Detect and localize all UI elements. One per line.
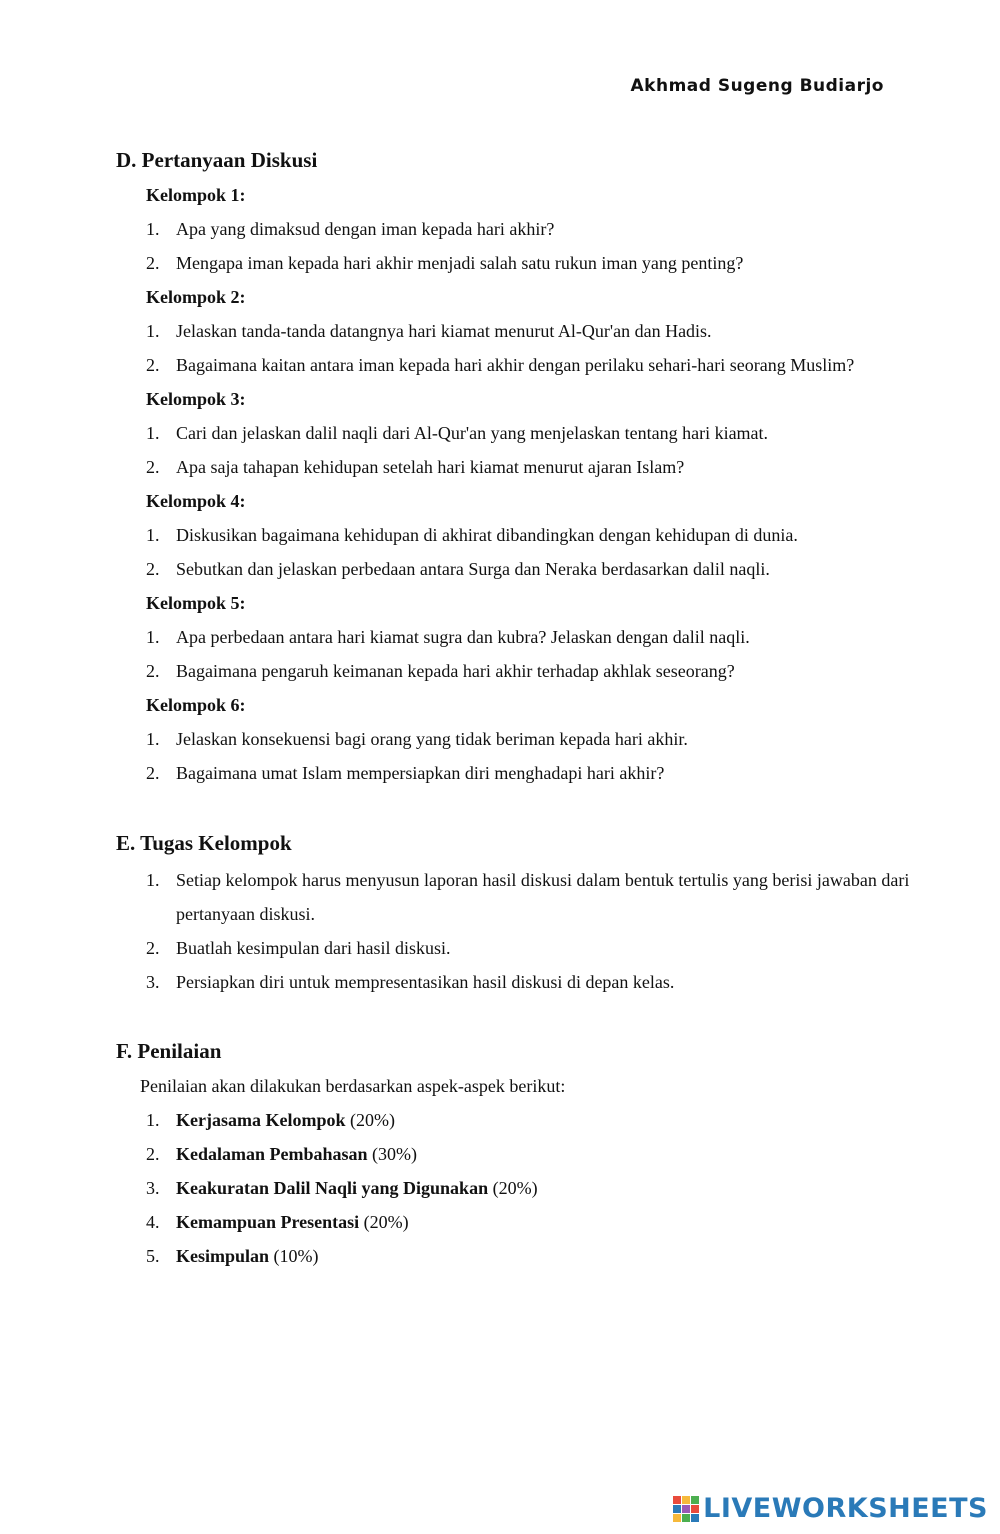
question-text: Jelaskan tanda-tanda datangnya hari kiamat menurut Al-Qur'an dan Hadis. <box>176 321 712 341</box>
question-list <box>116 620 936 688</box>
task-list <box>116 863 936 999</box>
question-number: 1. <box>146 525 160 545</box>
assessment-item-number: 5. <box>146 1246 160 1266</box>
task-item-text: Buatlah kesimpulan dari hasil diskusi. <box>176 938 451 958</box>
logo-square <box>673 1505 681 1513</box>
task-item-text: Persiapkan diri untuk mempresentasikan hasil diskusi di depan kelas. <box>176 972 675 992</box>
question-item <box>116 314 936 348</box>
group-title: Kelompok 4: <box>146 491 246 511</box>
question-item <box>116 212 936 246</box>
logo-square <box>673 1496 681 1504</box>
logo-square <box>682 1496 690 1504</box>
assessment-item-weight: (30%) <box>372 1144 418 1164</box>
question-text: Jelaskan konsekuensi bagi orang yang tidak beriman kepada hari akhir. <box>176 729 688 749</box>
question-item <box>116 552 936 586</box>
logo-square <box>673 1514 681 1522</box>
liveworksheets-logo-icon <box>673 1496 699 1522</box>
question-text: Bagaimana kaitan antara iman kepada hari akhir dengan perilaku sehari-hari seorang Muslim? <box>176 355 855 375</box>
task-item-number: 3. <box>146 972 160 992</box>
discussion-groups <box>116 178 936 790</box>
task-item-text: Setiap kelompok harus menyusun laporan hasil diskusi dalam bentuk tertulis yang berisi jawaban dari pertanyaan diskusi. <box>176 870 910 924</box>
section-tugas-kelompok <box>116 829 936 999</box>
assessment-item-weight: (20%) <box>363 1212 409 1232</box>
logo-square <box>691 1505 699 1513</box>
question-list <box>116 416 936 484</box>
assessment-item-label: Kemampuan Presentasi <box>176 1212 360 1232</box>
question-item <box>116 518 936 552</box>
question-number: 2. <box>146 355 160 375</box>
group-title: Kelompok 1: <box>146 185 246 205</box>
question-text: Apa perbedaan antara hari kiamat sugra dan kubra? Jelaskan dengan dalil naqli. <box>176 627 750 647</box>
logo-square <box>682 1514 690 1522</box>
section-pertanyaan-diskusi <box>116 146 936 790</box>
question-text: Bagaimana pengaruh keimanan kepada hari akhir terhadap akhlak seseorang? <box>176 661 735 681</box>
question-text: Diskusikan bagaimana kehidupan di akhirat dibandingkan dengan kehidupan di dunia. <box>176 525 798 545</box>
question-item <box>116 722 936 756</box>
assessment-item <box>116 1239 936 1273</box>
question-number: 2. <box>146 559 160 579</box>
question-number: 1. <box>146 729 160 749</box>
group-title: Kelompok 2: <box>146 287 246 307</box>
question-list <box>116 722 936 790</box>
question-list <box>116 518 936 586</box>
group-title: Kelompok 5: <box>146 593 246 613</box>
task-item <box>116 931 936 965</box>
logo-square <box>691 1496 699 1504</box>
question-text: Mengapa iman kepada hari akhir menjadi salah satu rukun iman yang penting? <box>176 253 744 273</box>
question-text: Apa saja tahapan kehidupan setelah hari kiamat menurut ajaran Islam? <box>176 457 685 477</box>
question-item <box>116 620 936 654</box>
question-list <box>116 212 936 280</box>
task-item-number: 2. <box>146 938 160 958</box>
task-item <box>116 863 936 931</box>
logo-square <box>691 1514 699 1522</box>
question-number: 2. <box>146 763 160 783</box>
assessment-intro: Penilaian akan dilakukan berdasarkan aspek-aspek berikut: <box>140 1076 566 1096</box>
assessment-item-weight: (10%) <box>273 1246 319 1266</box>
assessment-item-number: 1. <box>146 1110 160 1130</box>
group-title: Kelompok 3: <box>146 389 246 409</box>
assessment-item-label: Keakuratan Dalil Naqli yang Digunakan <box>176 1178 489 1198</box>
assessment-item-label: Kerjasama Kelompok <box>176 1110 346 1130</box>
question-number: 1. <box>146 219 160 239</box>
question-list <box>116 314 936 382</box>
question-text: Apa yang dimaksud dengan iman kepada hari akhir? <box>176 219 555 239</box>
assessment-item-weight: (20%) <box>492 1178 538 1198</box>
question-number: 2. <box>146 253 160 273</box>
question-number: 2. <box>146 457 160 477</box>
assessment-item-label: Kesimpulan <box>176 1246 270 1266</box>
section-f-title: F. Penilaian <box>116 1039 222 1063</box>
task-item-number: 1. <box>146 870 160 890</box>
watermark-text: LIVEWORKSHEETS <box>703 1493 988 1524</box>
assessment-item-number: 4. <box>146 1212 160 1232</box>
assessment-item-number: 2. <box>146 1144 160 1164</box>
logo-square <box>682 1505 690 1513</box>
question-item <box>116 416 936 450</box>
assessment-item-number: 3. <box>146 1178 160 1198</box>
section-e-title: E. Tugas Kelompok <box>116 831 292 855</box>
question-text: Cari dan jelaskan dalil naqli dari Al-Qur'an yang menjelaskan tentang hari kiamat. <box>176 423 769 443</box>
assessment-item-label: Kedalaman Pembahasan <box>176 1144 368 1164</box>
question-number: 1. <box>146 627 160 647</box>
author-name: Akhmad Sugeng Budiarjo <box>630 76 884 96</box>
liveworksheets-watermark <box>673 1493 988 1524</box>
assessment-item <box>116 1103 936 1137</box>
question-item <box>116 348 936 382</box>
question-number: 1. <box>146 321 160 341</box>
question-text: Bagaimana umat Islam mempersiapkan diri menghadapi hari akhir? <box>176 763 665 783</box>
task-item <box>116 965 936 999</box>
assessment-item <box>116 1137 936 1171</box>
question-text: Sebutkan dan jelaskan perbedaan antara Surga dan Neraka berdasarkan dalil naqli. <box>176 559 770 579</box>
group-title: Kelompok 6: <box>146 695 246 715</box>
question-number: 2. <box>146 661 160 681</box>
question-item <box>116 756 936 790</box>
question-number: 1. <box>146 423 160 443</box>
assessment-item <box>116 1205 936 1239</box>
section-penilaian <box>116 1037 936 1273</box>
assessment-item-weight: (20%) <box>349 1110 395 1130</box>
question-item <box>116 450 936 484</box>
assessment-list <box>116 1103 936 1273</box>
question-item <box>116 654 936 688</box>
assessment-item <box>116 1171 936 1205</box>
question-item <box>116 246 936 280</box>
section-d-title: D. Pertanyaan Diskusi <box>116 148 318 172</box>
